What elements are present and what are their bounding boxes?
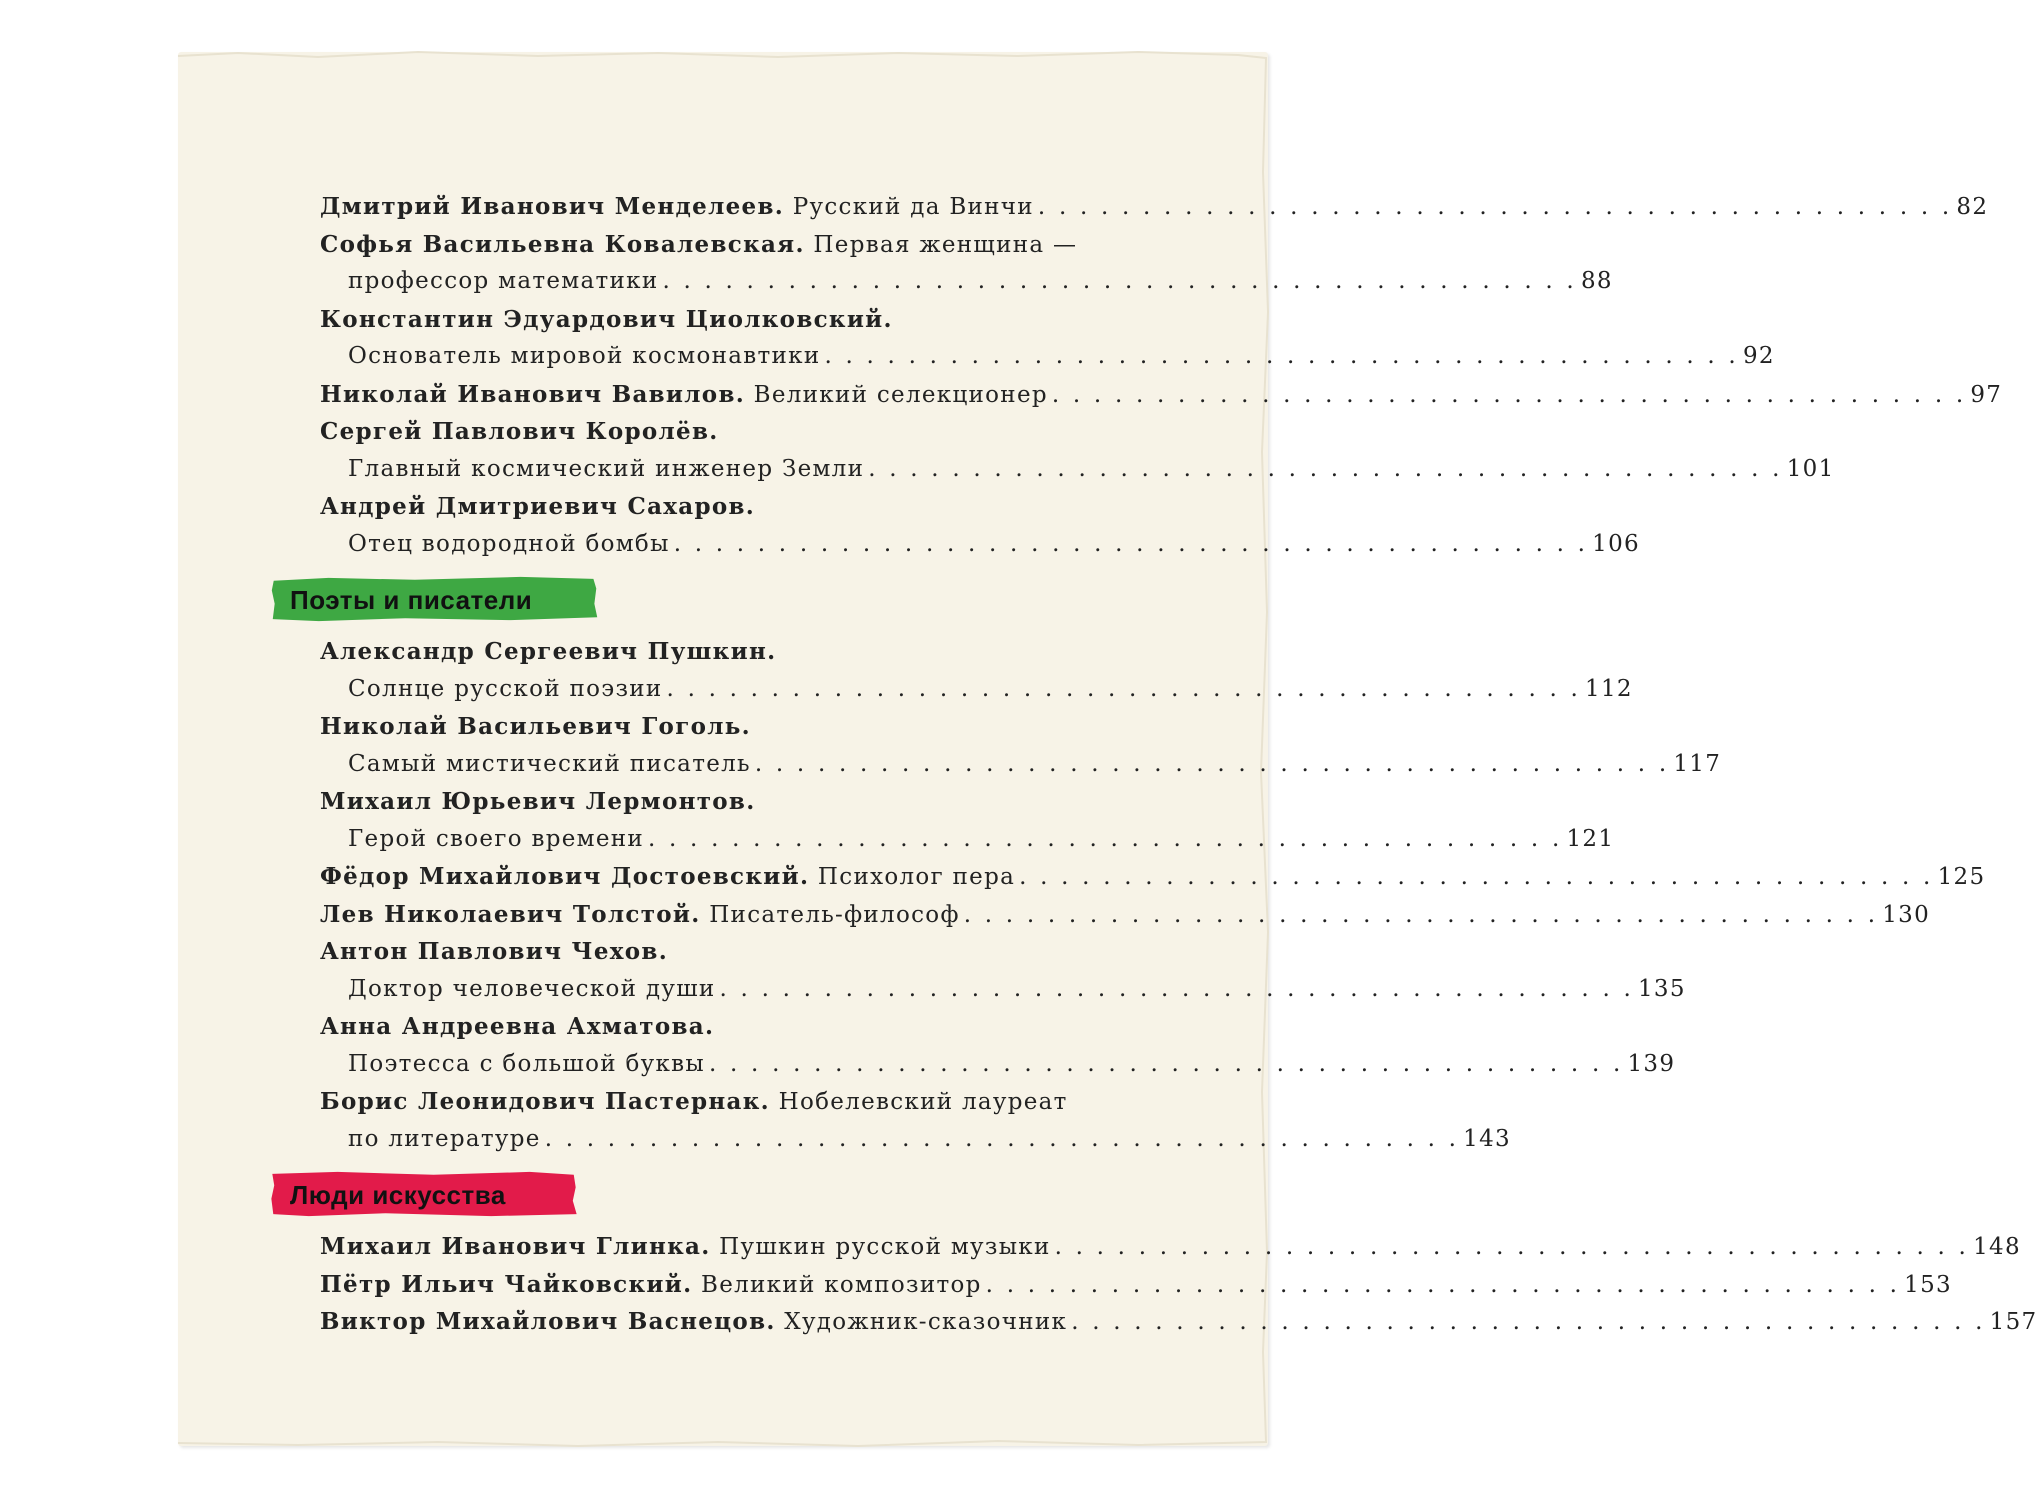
page-number: 82 <box>1956 194 1989 220</box>
toc-entry-continuation[interactable] <box>320 1121 1511 1159</box>
entry-subtitle: Художник-сказочник <box>784 1309 1068 1335</box>
entry-author: Сергей Павлович Королёв. <box>320 418 719 445</box>
toc-entry[interactable] <box>320 1228 2021 1266</box>
entry-author: Виктор Михайлович Васнецов. <box>320 1308 776 1335</box>
toc-entry[interactable] <box>320 1083 1128 1121</box>
toc-entry[interactable] <box>320 1008 1128 1046</box>
toc-entry-continuation[interactable] <box>320 971 1686 1009</box>
entry-author: Константин Эдуардович Циолковский. <box>320 305 893 333</box>
entry-subtitle: Великий композитор <box>701 1271 982 1298</box>
entry-author: Анна Андреевна Ахматова. <box>320 1013 715 1040</box>
page-number: 117 <box>1673 750 1722 777</box>
entry-subtitle: Русский да Винчи <box>792 194 1034 220</box>
entry-author: Дмитрий Иванович Менделеев. <box>320 193 785 220</box>
page-number: 157 <box>1989 1309 2037 1335</box>
entry-subtitle: Писатель-философ <box>709 901 960 928</box>
toc-entry[interactable] <box>320 1303 2037 1341</box>
section-header-arts[interactable] <box>264 1170 1128 1220</box>
entry-subtitle: Поэтесса с большой буквы <box>348 1050 706 1077</box>
entry-author: Андрей Дмитриевич Сахаров. <box>320 493 756 520</box>
dot-leader: . . . . . . . . . . . . . . . . . . . . . . . . . . . . . . . . . . . . . . . . . . . . <box>1051 381 1967 408</box>
dot-leader: . . . . . . . . . . . . . . . . . . . . . . . . . . . . . . . . . . . . . . . . . . . . <box>544 1125 1460 1152</box>
dot-leader: . . . . . . . . . . . . . . . . . . . . . . . . . . . . . . . . . . . . . . . . . . . . <box>985 1271 1901 1298</box>
toc-entry-continuation[interactable] <box>320 1046 1676 1084</box>
entry-subtitle: Пушкин русской музыки <box>719 1234 1051 1260</box>
toc-entry-continuation[interactable] <box>320 338 1775 376</box>
dot-leader: . . . . . . . . . . . . . . . . . . . . . . . . . . . . . . . . . . . . . . . . . . . . <box>824 343 1739 369</box>
entry-author: Фёдор Михайлович Достоевский. <box>320 863 810 890</box>
toc-entry[interactable] <box>320 188 1989 226</box>
dot-leader: . . . . . . . . . . . . . . . . . . . . . . . . . . . . . . . . . . . . . . . . . . . . <box>673 530 1589 557</box>
entry-subtitle: профессор математики <box>348 268 659 294</box>
entry-author: Антон Павлович Чехов. <box>320 938 669 965</box>
dot-leader: . . . . . . . . . . . . . . . . . . . . . . . . . . . . . . . . . . . . . . . . . . . . <box>1019 864 1934 890</box>
entry-subtitle: Главный космический инженер Земли <box>348 455 865 482</box>
page-number: 112 <box>1585 675 1633 702</box>
section-title: Люди искусства <box>290 1180 506 1210</box>
entry-author: Николай Иванович Вавилов. <box>320 380 746 408</box>
page-number: 143 <box>1463 1125 1511 1152</box>
page-number: 148 <box>1973 1234 2021 1260</box>
toc-entry-continuation[interactable] <box>320 821 1615 859</box>
toc-entry-continuation[interactable] <box>320 526 1640 564</box>
entry-subtitle: Солнце русской поэзии <box>348 675 663 702</box>
dot-leader: . . . . . . . . . . . . . . . . . . . . . . . . . . . . . . . . . . . . . . . . . . . . <box>1071 1309 1986 1335</box>
section-title: Поэты и писатели <box>290 585 533 615</box>
entry-author: Николай Васильевич Гоголь. <box>320 713 751 740</box>
table-of-contents <box>290 188 2037 1341</box>
entry-subtitle: Первая женщина — <box>813 231 1078 258</box>
toc-entry[interactable] <box>320 376 2003 414</box>
dot-leader: . . . . . . . . . . . . . . . . . . . . . . . . . . . . . . . . . . . . . . . . . . . . <box>709 1050 1624 1077</box>
entry-subtitle: Отец водородной бомбы <box>348 530 670 557</box>
entry-subtitle: Герой своего времени <box>348 825 644 852</box>
dot-leader: . . . . . . . . . . . . . . . . . . . . . . . . . . . . . . . . . . . . . . . . . . . . <box>662 268 1577 294</box>
entry-author: Софья Васильевна Ковалевская. <box>320 230 805 258</box>
entry-author: Борис Леонидович Пастернак. <box>320 1088 770 1115</box>
entry-subtitle: Доктор человеческой души <box>348 975 716 1002</box>
toc-entry[interactable] <box>320 633 1128 671</box>
toc-entry[interactable] <box>320 896 1931 934</box>
page-number: 106 <box>1592 530 1640 557</box>
toc-entry[interactable] <box>320 783 1128 821</box>
entry-subtitle: Психолог пера <box>817 864 1016 890</box>
toc-entry[interactable] <box>320 708 1128 746</box>
page-number: 97 <box>1970 381 2003 408</box>
entry-subtitle: Великий селекционер <box>753 381 1048 408</box>
page-number: 121 <box>1566 825 1615 852</box>
page-number: 92 <box>1742 343 1775 369</box>
toc-entry[interactable] <box>320 226 1128 264</box>
dot-leader: . . . . . . . . . . . . . . . . . . . . . . . . . . . . . . . . . . . . . . . . . . . . <box>648 825 1563 852</box>
page-number: 130 <box>1882 901 1931 928</box>
toc-entry[interactable] <box>320 933 1128 971</box>
toc-entry[interactable] <box>320 301 1128 339</box>
entry-author: Михаил Иванович Глинка. <box>320 1233 711 1260</box>
entry-subtitle: Нобелевский лауреат <box>778 1089 1068 1115</box>
toc-entry-continuation[interactable] <box>320 746 1722 784</box>
page-number: 153 <box>1904 1271 1952 1298</box>
dot-leader: . . . . . . . . . . . . . . . . . . . . . . . . . . . . . . . . . . . . . . . . . . . . <box>868 455 1783 482</box>
dot-leader: . . . . . . . . . . . . . . . . . . . . . . . . . . . . . . . . . . . . . . . . . . . . <box>1037 194 1953 220</box>
toc-entry-continuation[interactable] <box>320 451 1835 489</box>
entry-subtitle: по литературе <box>348 1125 541 1152</box>
toc-entry[interactable] <box>320 488 1128 526</box>
entry-author: Лев Николаевич Толстой. <box>320 900 701 928</box>
dot-leader: . . . . . . . . . . . . . . . . . . . . . . . . . . . . . . . . . . . . . . . . . . . . <box>754 750 1670 777</box>
toc-entry-continuation[interactable] <box>320 671 1633 709</box>
dot-leader: . . . . . . . . . . . . . . . . . . . . . . . . . . . . . . . . . . . . . . . . . . . . <box>963 901 1879 928</box>
dot-leader: . . . . . . . . . . . . . . . . . . . . . . . . . . . . . . . . . . . . . . . . . . . . <box>1054 1234 1970 1260</box>
toc-entry-continuation[interactable] <box>320 263 1613 301</box>
toc-entry[interactable] <box>320 413 1128 451</box>
toc-entry[interactable] <box>320 858 1986 896</box>
section-header-poets[interactable] <box>264 575 1128 625</box>
entry-author: Михаил Юрьевич Лермонтов. <box>320 788 756 815</box>
entry-subtitle: Основатель мировой космонавтики <box>348 343 821 369</box>
dot-leader: . . . . . . . . . . . . . . . . . . . . . . . . . . . . . . . . . . . . . . . . . . . . <box>719 975 1634 1002</box>
entry-author: Пётр Ильич Чайковский. <box>320 1270 693 1298</box>
page-number: 88 <box>1580 268 1613 294</box>
dot-leader: . . . . . . . . . . . . . . . . . . . . . . . . . . . . . . . . . . . . . . . . . . . . <box>666 675 1582 702</box>
page-number: 135 <box>1638 975 1686 1002</box>
page-number: 125 <box>1937 864 1986 890</box>
page-number: 101 <box>1786 455 1835 482</box>
page-number: 139 <box>1627 1050 1676 1077</box>
entry-subtitle: Самый мистический писатель <box>348 750 751 777</box>
toc-entry[interactable] <box>320 1266 1952 1304</box>
entry-author: Александр Сергеевич Пушкин. <box>320 638 777 665</box>
